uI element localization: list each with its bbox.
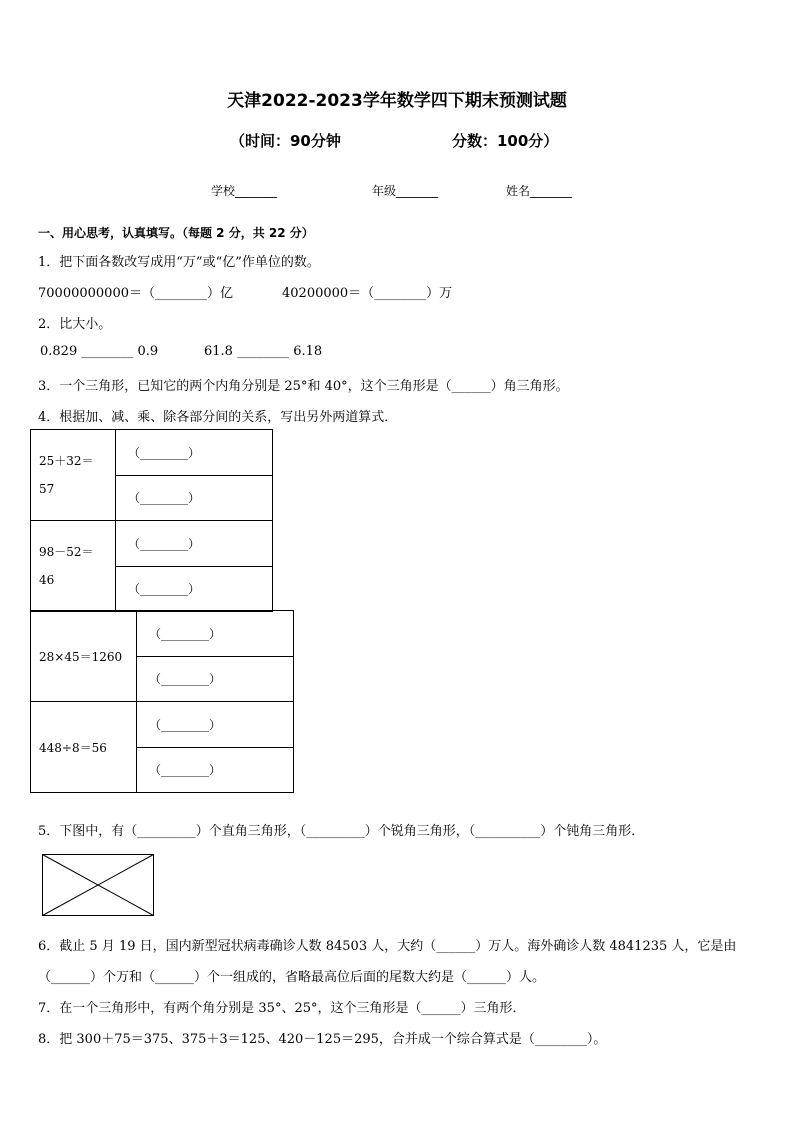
name-field: 姓名_______ [506,184,573,198]
calc-table-bottom [30,610,294,793]
equation-line: 448÷8＝56 [39,740,107,755]
question-4: 4．根据加、减、乘、除各部分间的关系，写出另外两道算式． [38,410,398,425]
equation-line: 57 [39,482,55,496]
answer-blank: （________） [137,702,294,748]
question-6-line-1: 6．截止 5 月 19 日，国内新型冠状病毒确诊人数 84503 人，大约（______）万人。海外确诊人数 4841235 人，它是由 [38,939,737,954]
answer-blank: （________） [137,747,294,793]
question-5: 5．下图中，有（_________）个直角三角形，（_________）个锐角三角形，（__________）个钝角三角形． [38,824,645,839]
question-7: 7．在一个三角形中，有两个角分别是 35°、25°，这个三角形是（______）三角形． [38,1001,526,1016]
equation-cell [31,702,137,793]
equation-cell [31,521,116,612]
question-6-line-2: （______）个万和（______）个一组成的，省略最高位后面的尾数大约是（______）人。 [38,970,546,985]
answer-blank: （________） [116,430,273,476]
rectangle-diagonals-figure [42,854,154,916]
school-field: 学校_______ [211,184,278,198]
equation-line: 28×45＝1260 [39,649,123,664]
question-8: 8．把 300＋75＝375、375＋3＝125、420－125＝295，合并成一个综合算式是（________）。 [38,1032,607,1047]
question-1-part-a: 70000000000＝（________）亿 [38,286,233,301]
equation-line: 25＋32＝ [39,454,94,468]
question-2-part-b: 61.8 ________ 6.18 [204,344,323,359]
equation-line: 46 [39,573,55,587]
answer-blank: （________） [137,611,294,657]
equation-cell [31,611,137,702]
section-heading: 一、用心思考，认真填写。（每题 2 分，共 22 分） [38,226,314,240]
question-2-part-a: 0.829 ________ 0.9 [40,344,159,359]
grade-field: 年级_______ [372,184,439,198]
calc-table-top [30,429,273,612]
question-1: 1．把下面各数改写成用“万”或“亿”作单位的数。 [38,255,320,270]
exam-score: 分数：100分） [452,132,559,150]
answer-blank: （________） [116,475,273,521]
answer-blank: （________） [137,656,294,702]
equation-cell [31,430,116,521]
question-2: 2．比大小。 [38,317,112,332]
equation-line: 98－52＝ [39,545,94,559]
page-title: 天津2022-2023学年数学四下期末预测试题 [227,91,567,111]
answer-blank: （________） [116,521,273,567]
exam-time: （时间：90分钟 [230,132,341,150]
question-1-part-b: 40200000＝（________）万 [282,286,453,301]
question-3: 3．一个三角形，已知它的两个内角分别是 25°和 40°，这个三角形是（______）角三角形。 [38,379,569,394]
answer-blank: （________） [116,566,273,612]
